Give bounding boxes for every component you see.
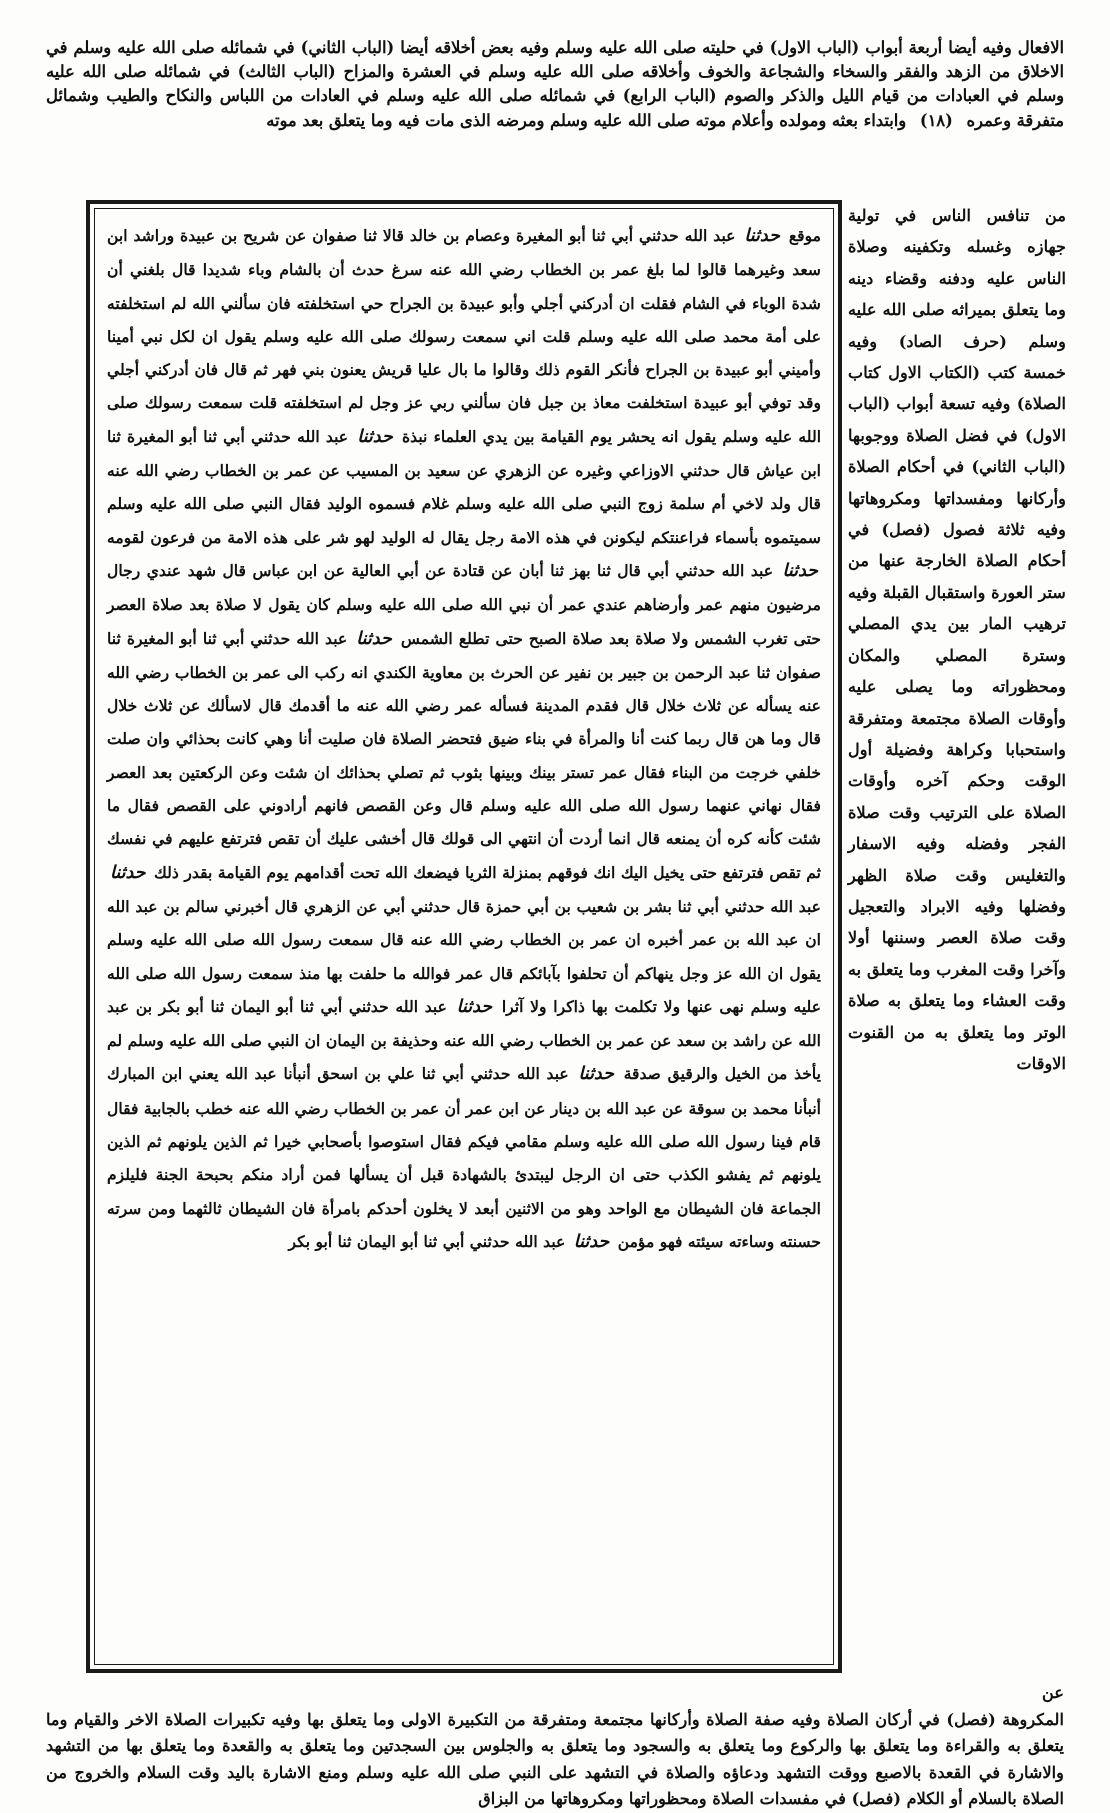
hadith-text: عبد الله حدثني أبي ثنا أبو المغيرة ثنا ابن عياش قال حدثني الاوزاعي وغيره عن الزهري عن سعيد بن المسيب عن عمر بن الخطاب رضي الله عنه قال ولد لاخي أم سلمة زوج النبي صلى الله عليه وسلم غلام فسموه الوليد فقال النبي صلى الله عليه وسلم سميتموه بأسماء فراعنتكم ليكونن في هذه الامة رجل يقال له الوليد لهو شر على هذه الامة من فرعون لقومه: [107, 426, 821, 547]
top-margin-text: الافعال وفيه أيضا أربعة أبواب (الباب الاول) في حليته صلى الله عليه وسلم وفيه بعض أخلاقه أيضا (الباب الثاني) في شمائله صلى الله عليه وسلم في الاخلاق من الزهد والفقر والسخاء والشجاعة والخوف وأخلاقه صلى الله عليه وسلم في العشرة والمزاح (الباب الثالث) في شمائله صلى الله عليه وسلم في العبادات من قيام الليل والذكر والصوم (الباب الرابع) في شمائله صلى الله عليه وسلم في العادات من اللباس والنكاح والطيب وشمائل متفرقة وعمره: [46, 38, 1064, 130]
hadith-heading: حدثنا: [356, 628, 392, 649]
hadith-text: عبد الله حدثني أبي ثنا أبو اليمان ثنا أبو بكر بن عبد الله عن راشد بن سعد عن عمر بن الخطاب رضي الله عنه وحذيفة بن اليمان ان النبي صلى الله عليه وسلم لم يأخذ من الخيل والرقيق صدقة: [107, 996, 821, 1084]
top-margin-commentary: [46, 36, 1064, 133]
catchword: عن: [1042, 1683, 1064, 1702]
hadith-heading: حدثنا: [110, 862, 146, 883]
hadith-text: عبد الله حدثني أبي ثنا بشر بن شعيب بن أبي حمزة قال حدثني أبي عن الزهري قال أخبرني سالم بن عبد الله ان عبد الله بن عمر أخبره ان عمر بن الخطاب رضي الله عنه قال سمعت رسول الله صلى الله عليه وسلم يقول ان الله عز وجل ينهاكم أن تحلفوا بآبائكم قال عمر فوالله ما حلفت بها منذ سمعت رسول الله صلى الله عليه وسلم نهى عنها ولا تكلمت بها ذاكرا ولا آثرا: [107, 896, 821, 1016]
main-hadith-text: [107, 219, 821, 1259]
hadith-text: عبد الله حدثني أبي ثنا أبو اليمان ثنا أبو بكر: [288, 1231, 566, 1251]
hadith-heading: حدثنا: [578, 1064, 614, 1085]
hadith-text: عبد الله حدثني أبي ثنا أبو المغيرة وعصام بن خالد قالا ثنا صفوان عن شريح بن عبيدة وراشد ابن سعد وغيرهما قالوا لما بلغ عمر بن الخطاب رضي الله عنه سرغ حدث أن بالشام وباء شديدا قال بلغني أن شدة الوباء في الشام فقلت ان أدركني أجلي وأبو عبيدة بن الجراح حي استخلفته فان سألني الله لم استخلفته على أمة محمد صلى الله عليه وسلم قلت اني سمعت رسولك صلى الله عليه وسلم يقول ان لكل نبي أمينا وأميني أبو عبيدة بن الجراح فأنكر القوم ذلك وقالوا ما بال عليا قريش يعنون بني فهر ثم قال فان أدركني أجلي وقد توفي أبو عبيدة استخلفت معاذ بن جبل فان سألني ربي عز وجل لم استخلفته قلت سمعت رسولك صلى الله عليه وسلم يقول انه يحشر يوم القيامة بين يدي العلماء نبذة: [107, 226, 822, 446]
hadith-heading: حدثنا: [744, 226, 780, 246]
hadith-heading: حدثنا: [456, 996, 493, 1017]
page-number: (١٨): [919, 110, 953, 130]
side-margin-commentary: [848, 200, 1066, 1079]
hadith-heading: حدثنا: [782, 560, 818, 581]
bottom-margin-commentary: [46, 1680, 1064, 1813]
main-text-frame: [94, 208, 834, 1665]
side-margin-text: من تنافس الناس في تولية جهازه وغسله وتكفينه وصلاة الناس عليه ودفنه وقضاء دينه وما يتعلق بميراثه صلى الله عليه وسلم (حرف الصاد) وفيه خمسة كتب (الكتاب الاول كتاب الصلاة) وفيه تسعة أبواب (الباب الاول) في فضل الصلاة ووجوبها (الباب الثاني) في أحكام الصلاة وأركانها ومفسداتها ومكروهاتها وفيه ثلاثة فصول (فصل) في أحكام الصلاة الخارجة عنها من ستر العورة واستقبال القبلة وفيه ترهيب المار بين يدي المصلي وسترة المصلي والمكان ومحظوراته وما يصلى عليه وأوقات الصلاة مجتمعة ومتفرقة واستحبابا وكراهة وفضيلة أول الوقت وحكم آخره وأوقات الصلاة على الترتيب وقت صلاة الفجر وفضله وفيه الاسفار والتغليس وقت صلاة الظهر وفضلها وفيه الابراد والتعجيل وقت صلاة العصر وسننها أولا وآخرا وقت المغرب وما يتعلق به وقت العشاء وما يتعلق به صلاة الوتر وما يتعلق به من القنوت الاوقات: [847, 206, 1066, 1073]
hadith-heading: حدثنا: [573, 1231, 610, 1252]
bottom-margin-text: المكروهة (فصل) في أركان الصلاة وفيه صفة الصلاة وأركانها مجتمعة ومتفرقة من التكبيرة الاولى وما يتعلق بها وفيه تكبيرات الصلاة الاخر والقيام وما يتعلق به والقراءة وما يتعلق بها والركوع وما يتعلق به والسجود وما يتعلق به والجلوس بين السجدتين وما يتعلق به والقعدة وما يتعلق بها من التشهد والاشارة في القعدة بالاصبع ووقت التشهد ودعاؤه والصلاة في التشهد على النبي صلى الله عليه وسلم ومنع الاشارة باليد وقت السلام والخروج من الصلاة بالسلام أو الكلام (فصل) في مفسدات الصلاة ومحظوراتها ومكروهاتها من البزاق: [46, 1709, 1064, 1808]
hadith-text: موقع: [788, 226, 822, 245]
hadith-text: عبد الله حدثني أبي ثنا أبو المغيرة ثنا صفوان ثنا عبد الرحمن بن جبير بن نفير عن الحرث بن معاوية الكندي انه ركب الى عمر بن الخطاب رضي الله عنه يسأله عن ثلاث خلال قال فقدم المدينة فسأله عمر رضي الله عنه ما أقدمك قال لاسألك عن ثلاث خلال قال وما هن قال ربما كنت أنا والمرأة في بناء ضيق فتحضر الصلاة فان صليت أنا وهي كانت بحذائي وان صلت خلفي خرجت من البناء فقال عمر تستر بينك وبينها بثوب ثم تصلي بحذائك ان شئت وعن الركعتين بعد العصر فقال نهاني عنهما رسول الله صلى الله عليه وسلم قال وعن القصص فانهم أرادوني على القصص فقال ما شئت كأنه كره أن يمنعه قال انما أردت أن انتهي الى قولك قال أخشى عليك أن تقص فترتفع عليهم في نفسك ثم تقص فترتفع حتى يخيل اليك انك فوقهم بمنزلة الثريا فيضعك الله تحت أقدامهم يوم القيامة بقدر ذلك: [107, 628, 821, 882]
top-margin-text-continued: وابتداء بعثه ومولده وأعلام موته صلى الله عليه وسلم ومرضه الذى مات فيه وما يتعلق بعد موته: [266, 110, 907, 130]
hadith-heading: حدثنا: [357, 426, 393, 447]
hadith-text: عبد الله حدثني أبي قال ثنا بهز ثنا أبان عن قتادة عن أبي العالية عن ابن عباس قال شهد عندي رجال مرضيون منهم عمر وأرضاهم عندي عمر أن نبي الله صلى الله عليه وسلم كان يقول لا صلاة بعد صلاة العصر حتى تغرب الشمس ولا صلاة بعد صلاة الصبح حتى تطلع الشمس: [107, 560, 822, 648]
hadith-text: عبد الله حدثني أبي ثنا علي بن اسحق أنبأنا عبد الله يعني ابن المبارك أنبأنا محمد بن سوقة عن عبد الله بن دينار عن ابن عمر أن عمر بن الخطاب رضي الله عنه خطب بالجابية فقال قام فينا رسول الله صلى الله عليه وسلم مقامي فيكم فقال استوصوا بأصحابي خيرا ثم الذين يلونهم ثم الذين يلونهم ثم يفشو الكذب حتى ان الرجل ليبتدئ بالشهادة قبل أن يسألها فمن أراد منكم بحبحة الجنة فليلزم الجماعة فان الشيطان مع الواحد وهو من الاثنين أبعد لا يخلون أحدكم بامرأة فان الشيطان ثالثهما ومن سرته حسنته وساءته سيئته فهو مؤمن: [107, 1064, 821, 1251]
